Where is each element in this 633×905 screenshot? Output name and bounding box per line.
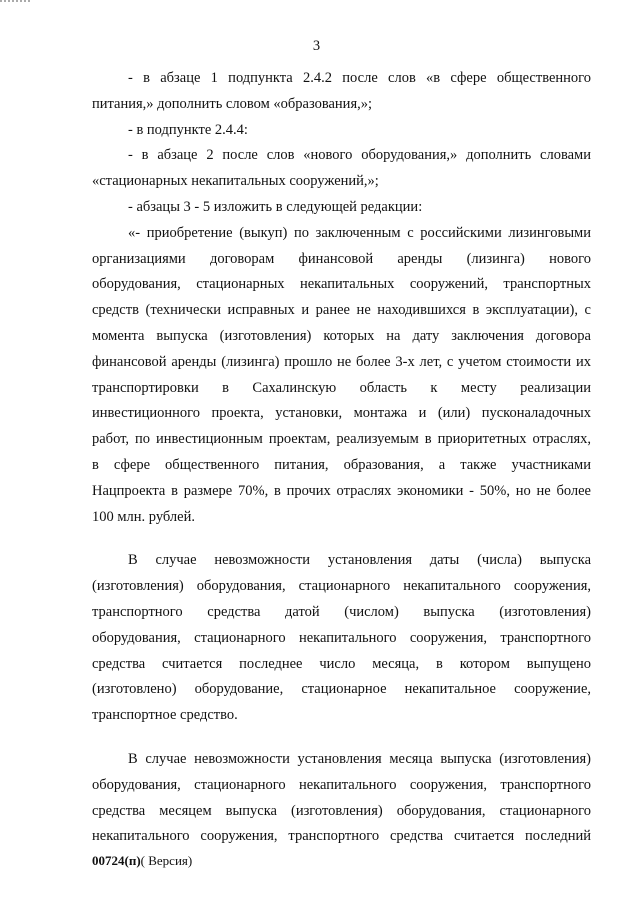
text-line: (изготовления) оборудования, стационарного некапитального сооружения,: [92, 578, 591, 595]
scan-edge-mark: [0, 0, 30, 10]
text-line: 100 млн. рублей.: [92, 508, 195, 525]
text-line: финансовой аренды (лизинга) прошло не более 3-х лет, с учетом стоимости их: [92, 353, 591, 370]
text-line: средств (технически исправных и ранее не находившихся в эксплуатации), с: [92, 302, 591, 319]
text-line: момента выпуска (изготовления) которых на дату заключения договора: [92, 327, 591, 344]
document-body: [92, 66, 591, 850]
text-line: В случае невозможности установления даты (числа) выпуска: [128, 552, 591, 569]
text-line: оборудования, стационарного некапитального сооружения, транспортного: [92, 629, 591, 646]
document-code: 00724(п): [92, 853, 141, 868]
text-line: оборудования, стационарного некапитального сооружения, транспортного: [92, 776, 591, 793]
text-line: в сфере общественного питания, образования, а также участниками: [92, 456, 591, 473]
text-line: средства считается последнее число месяца, в котором выпущено: [92, 655, 591, 672]
text-line: - абзацы 3 - 5 изложить в следующей редакции:: [128, 198, 423, 215]
text-line: - в абзаце 1 подпункта 2.4.2 после слов «в сфере общественного: [128, 70, 591, 86]
text-line: организациями договорам финансовой аренды (лизинга) нового: [92, 250, 591, 267]
text-line: Нацпроекта в размере 70%, в прочих отраслях экономики - 50%, но не более: [92, 482, 591, 499]
text-line: В случае невозможности установления месяца выпуска (изготовления): [128, 750, 591, 767]
page-number: 3: [312, 38, 321, 54]
text-line: - в абзаце 2 после слов «нового оборудования,» дополнить словами: [128, 147, 591, 164]
text-line: некапитального сооружения, транспортного средства считается последний: [92, 828, 591, 845]
text-line: (изготовлено) оборудование, стационарное некапитальное сооружение,: [92, 681, 591, 698]
text-line: питания,» дополнить словом «образования,»;: [92, 95, 373, 112]
text-line: средства месяцем выпуска (изготовления) оборудования, стационарного: [92, 802, 591, 819]
text-line: - в подпункте 2.4.4:: [128, 121, 248, 138]
text-line: работ, по инвестиционным проектам, реализуемым в приоритетных отраслях,: [92, 431, 591, 448]
text-line: инвестиционного проекта, установки, монтажа и (или) пусконаладочных: [92, 405, 591, 422]
text-line: транспортного средства датой (числом) выпуска (изготовления): [92, 603, 591, 620]
text-line: оборудования, стационарных некапитальных сооружений, транспортных: [92, 276, 591, 293]
text-line: транспортировки в Сахалинскую область к месту реализации: [92, 379, 591, 396]
document-footer: [92, 853, 192, 869]
text-line: транспортное средство.: [92, 707, 238, 724]
text-line: «- приобретение (выкуп) по заключенным с российскими лизинговыми: [128, 224, 591, 241]
text-line: «стационарных некапитальных сооружений,»;: [92, 173, 379, 190]
document-version: ( Версия): [140, 853, 193, 868]
